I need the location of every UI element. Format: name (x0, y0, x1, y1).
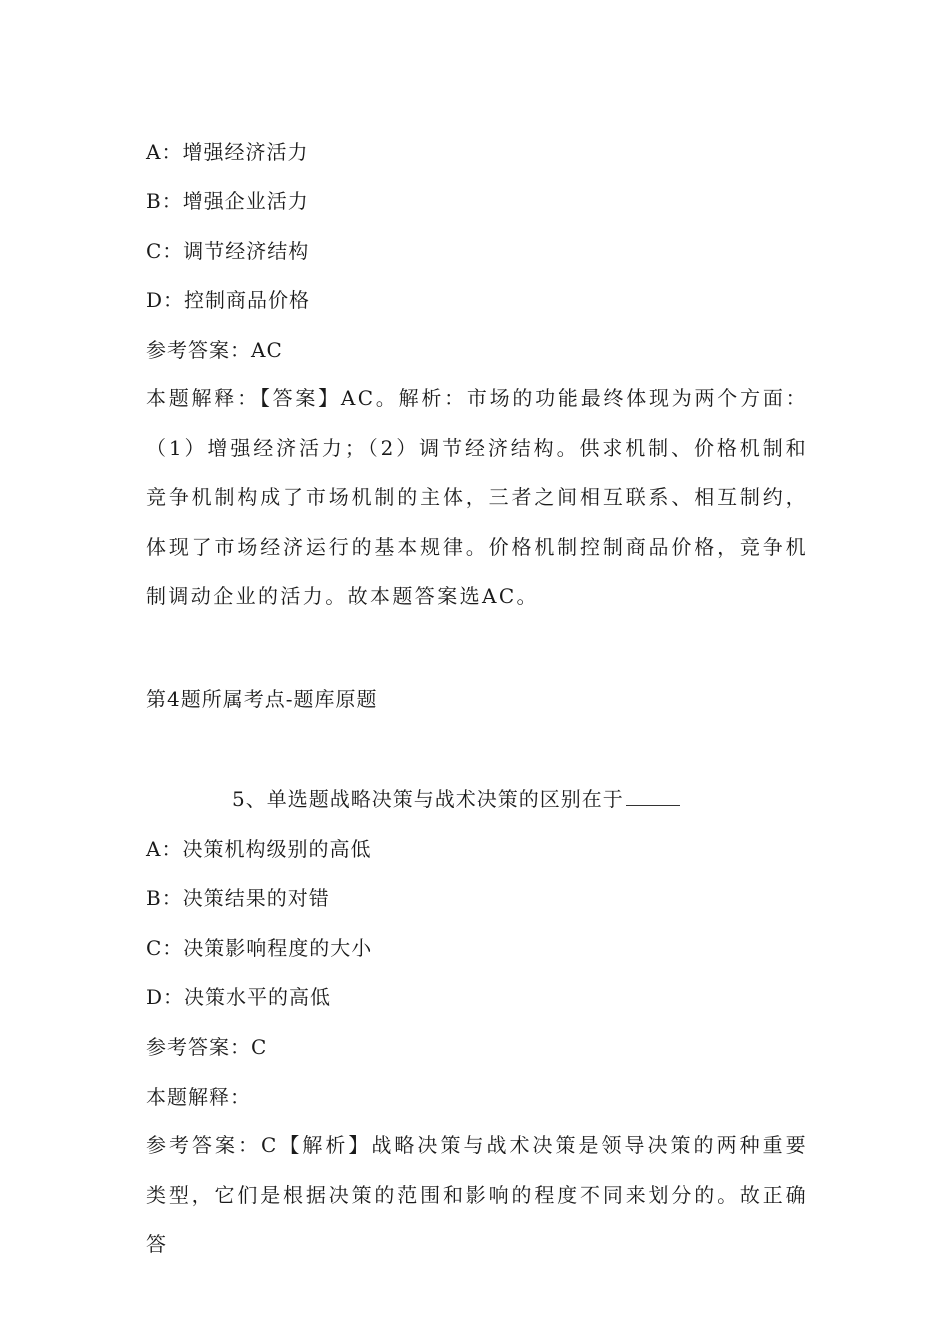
q4-option-d: D：控制商品价格 (146, 288, 311, 312)
q4-topic: 第4题所属考点-题库原题 (146, 687, 378, 711)
q4-option-b: B：增强企业活力 (146, 189, 309, 213)
q5-option-c: C：决策影响程度的大小 (146, 936, 373, 960)
answer-blank (626, 787, 680, 806)
q4-explanation: 本题解释：【答案】AC。解析：市场的功能最终体现为两个方面：（1）增强经济活力；（2）调节经济结构。供求机制、价格机制和竞争机制构成了市场机制的主体，三者之间相互联系、相互制约，体现了市场经济运行的基本规律。价格机制控制商品价格，竞争机制调动企业的活力。故本题答案选AC。 (146, 386, 808, 609)
q5-option-b: B：决策结果的对错 (146, 886, 330, 910)
q4-answer: 参考答案：AC (146, 338, 283, 362)
q5-option-a: A：决策机构级别的高低 (146, 837, 372, 861)
q4-option-a: A：增强经济活力 (146, 140, 309, 164)
q5-title-text: 5、单选题战略决策与战术决策的区别在于 (232, 787, 624, 811)
q5-title (232, 786, 792, 812)
q4-option-c: C：调节经济结构 (146, 239, 310, 263)
q5-answer: 参考答案：C (146, 1035, 268, 1059)
q5-option-d: D：决策水平的高低 (146, 985, 332, 1009)
q5-explanation-label: 本题解释： (146, 1085, 251, 1109)
q5-explanation: 参考答案：C【解析】战略决策与战术决策是领导决策的两种重要类型，它们是根据决策的范围和影响的程度不同来划分的。故正确答 (146, 1133, 808, 1257)
